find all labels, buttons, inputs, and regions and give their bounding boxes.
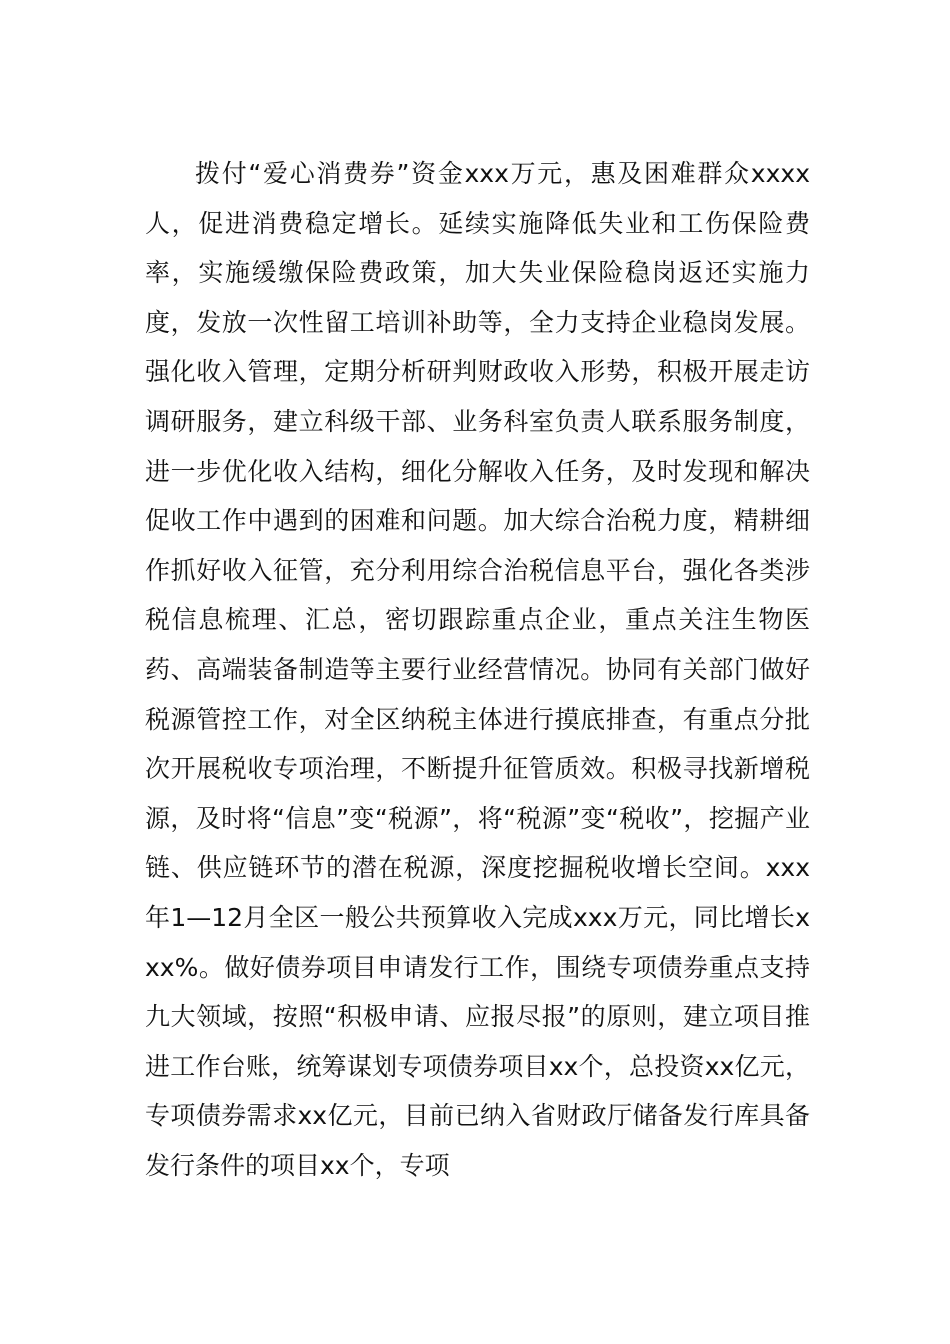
body-paragraph: 拨付“爱心消费券”资金xxx万元，惠及困难群众xxxx人，促进消费稳定增长。延续实施降低失业和工伤保险费率，实施缓缴保险费政策，加大失业保险稳岗返还实施力度，发放一次性留工培训补助等，全力支持企业稳岗发展。强化收入管理，定期分析研判财政收入形势，积极开展走访调研服务，建立科级干部、业务科室负责人联系服务制度，进一步优化收入结构，细化分解收入任务，及时发现和解决促收工作中遇到的困难和问题。加大综合治税力度，精耕细作抓好收入征管，充分利用综合治税信息平台，强化各类涉税信息梳理、汇总，密切跟踪重点企业，重点关注生物医药、高端装备制造等主要行业经营情况。协同有关部门做好税源管控工作，对全区纳税主体进行摸底排查，有重点分批次开展税收专项治理，不断提升征管质效。积极寻找新增税源，及时将“信息”变“税源”，将“税源”变“税收”，挖掘产业链、供应链环节的潜在税源，深度挖掘税收增长空间。xxx年1—12月全区一般公共预算收入完成xxx万元，同比增长xxx%。做好债券项目申请发行工作，围绕专项债券重点支持九大领域，按照“积极申请、应报尽报”的原则，建立项目推进工作台账，统筹谋划专项债券项目xx个，总投资xx亿元，专项债券需求xx亿元，目前已纳入省财政厅储备发行库具备发行条件的项目xx个，专项 (145, 159, 810, 1180)
